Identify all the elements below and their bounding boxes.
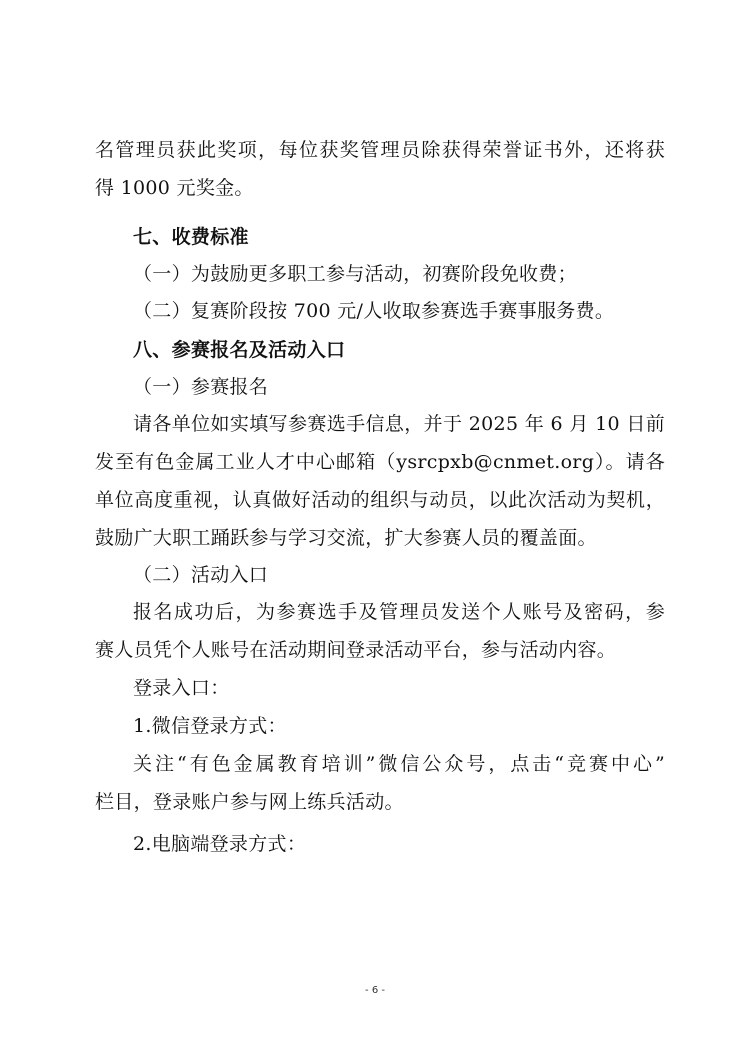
section-heading-fees: 七、收费标准: [133, 226, 249, 248]
paragraph-line: 关注“有色金属教育培训”微信公众号，点击“竞赛中心”: [133, 753, 665, 775]
paragraph-line: 登录入口：: [133, 677, 230, 699]
paragraph-line: 得 1000 元奖金。: [95, 177, 254, 199]
paragraph-line: 报名成功后，为参赛选手及管理员发送个人账号及密码，参: [133, 601, 665, 623]
section-heading-registration: 八、参赛报名及活动入口: [133, 339, 346, 361]
paragraph-line: （二）复赛阶段按 700 元/人收取参赛选手赛事服务费。: [133, 300, 615, 322]
paragraph-line: 单位高度重视，认真做好活动的组织与动员，以此次活动为契机，: [95, 489, 665, 511]
paragraph-line: 鼓励广大职工踊跃参与学习交流，扩大参赛人员的覆盖面。: [95, 527, 597, 549]
subsection-heading: （一）参赛报名: [133, 376, 269, 398]
page-number: - 6 -: [365, 985, 385, 996]
paragraph-line: 2.电脑端登录方式：: [133, 833, 307, 855]
paragraph-line: 栏目，登录账户参与网上练兵活动。: [95, 791, 404, 813]
paragraph-line: （一）为鼓励更多职工参与活动，初赛阶段免收费；: [133, 263, 577, 285]
paragraph-line: 名管理员获此奖项，每位获奖管理员除获得荣誉证书外，还将获: [95, 139, 665, 161]
paragraph-line: 1.微信登录方式：: [133, 715, 287, 737]
paragraph-line: 请各单位如实填写参赛选手信息，并于 2025 年 6 月 10 日前: [133, 413, 665, 435]
subsection-heading: （二）活动入口: [133, 564, 269, 586]
paragraph-line: 发至有色金属工业人才中心邮箱（ysrcpxb@cnmet.org）。请各: [95, 451, 665, 473]
paragraph-line: 赛人员凭个人账号在活动期间登录活动平台，参与活动内容。: [95, 639, 617, 661]
